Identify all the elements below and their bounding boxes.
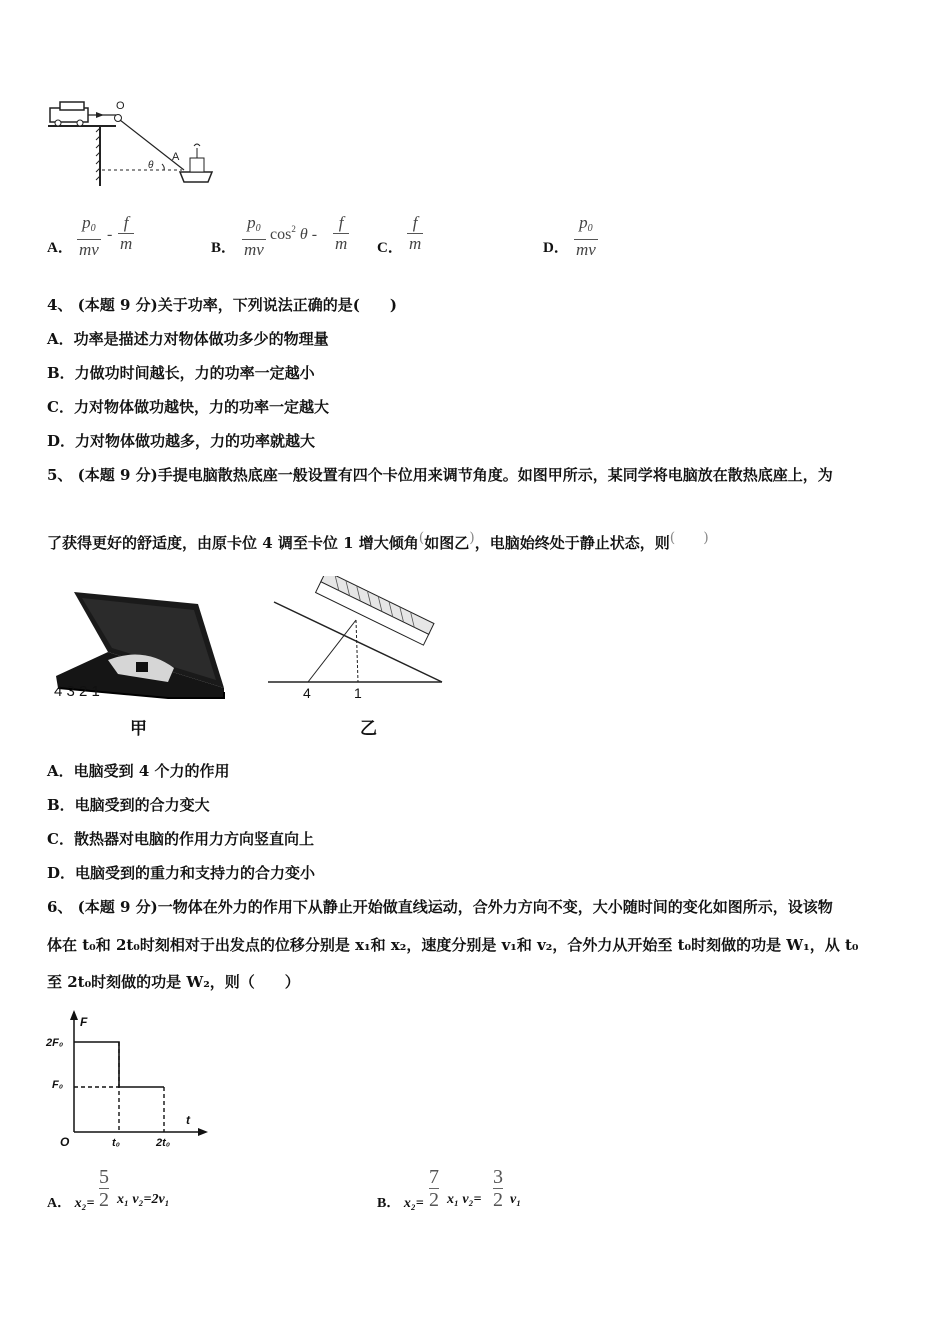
q5-figure-yi [266,576,446,742]
label-theta: θ [148,160,154,171]
q6-option-b: B． x₂= [377,1196,424,1211]
jia-caption: 甲 [130,719,147,738]
y-tick-F0: F₀ [52,1079,64,1091]
q5-stem-line1: 5、 (本题 9 分)手提电脑散热底座一般设置有四个卡位用来调节角度。如图甲所示，某同学将电脑放在散热底座上，为 [47,466,833,484]
q4-stem: 4、 (本题 9 分)关于功率，下列说法正确的是( ) [47,296,397,314]
q6-stem-line3: 至 2t₀时刻做的功是 W₂，则（ ） [47,973,300,991]
q3-option-d-label: D． [543,240,569,256]
q3-option-b-label: B． [211,240,237,256]
q6-option-a: A． x₂= [47,1196,95,1211]
q6-stem-line1: 6、 (本题 9 分)一物体在外力的作用下从静止开始做直线运动，合外力方向不变，大小随时间的变化如图所示，设该物 [47,898,833,916]
y-tick-2F0: 2F₀ [46,1037,64,1049]
x-axis-arrow [198,1128,208,1136]
yi-label-4: 4 [303,685,311,701]
origin-label: O [60,1135,70,1148]
label-O: O [116,100,125,112]
q5-option-b: B．电脑受到的合力变大 [47,796,210,814]
q4-option-d: D．力对物体做功越多，力的功率就越大 [47,432,316,450]
q3-option-c-label: C． [377,240,403,256]
x-axis-label: t [186,1113,190,1127]
x-tick-t0: t₀ [112,1137,121,1148]
q5-figure-jia [48,584,238,744]
q6-force-time-graph [44,1008,214,1148]
q6-option-b-frac1: 7 2 [429,1166,439,1211]
y-axis-label: F [80,1015,88,1029]
q5-option-a: A．电脑受到 4 个力的作用 [47,762,230,780]
q6-option-a-frac: 5 2 [99,1166,109,1211]
q3-option-a-frac2: f m [120,213,133,253]
q4-option-c: C．力对物体做功越快，力的功率一定越大 [47,398,329,416]
q6-option-a-rest: x₁ v₂=2v₁ [117,1192,170,1207]
q3-option-a-label: A． [47,240,73,256]
q3-option-a-minus: - [107,226,113,243]
label-A: A [172,151,180,163]
q5-stem-line2: 了获得更好的舒适度，由原卡位 4 调至卡位 1 增大倾角(如图乙)，电脑始终处于静止状态，则( ) [47,530,709,552]
y-axis-arrow [70,1010,78,1020]
q4-option-a: A．功率是描述力对物体做功多少的物理量 [47,330,329,348]
yi-caption: 乙 [360,719,377,738]
q3-truck-boat-figure [44,98,224,190]
q3-option-c-frac: f m [409,213,422,253]
q3-option-b-cos: $\cos^2 \theta$ - [270,224,318,243]
q5-option-c: C．散热器对电脑的作用力方向竖直向上 [47,830,314,848]
q6-option-b-frac2: 3 2 [493,1166,503,1211]
q6-stem-line2: 体在 t₀和 2t₀时刻相对于出发点的位移分别是 x₁和 x₂，速度分别是 v₁和 v₂，合外力从开始至 t₀时刻做的功是 W₁，从 t₀ [47,936,859,954]
q6-option-b-rest: v₁ [510,1192,522,1207]
yi-label-1: 1 [354,685,362,701]
q3-option-b-frac2: f m [335,213,348,253]
q4-option-b: B．力做功时间越长，力的功率一定越小 [47,364,315,382]
q3-option-d-frac: $p_0$ mv [576,213,596,259]
q6-option-b-mid: x₁ v₂= [447,1192,482,1207]
jia-positions: 4 3 2 1 [54,683,100,700]
x-tick-2t0: 2t₀ [156,1137,171,1148]
q3-option-b-frac1: $p_0$ mv [244,213,264,259]
q5-option-d: D．电脑受到的重力和支持力的合力变小 [47,864,316,882]
q3-option-a-frac1: $p_0$ mv [79,213,99,259]
